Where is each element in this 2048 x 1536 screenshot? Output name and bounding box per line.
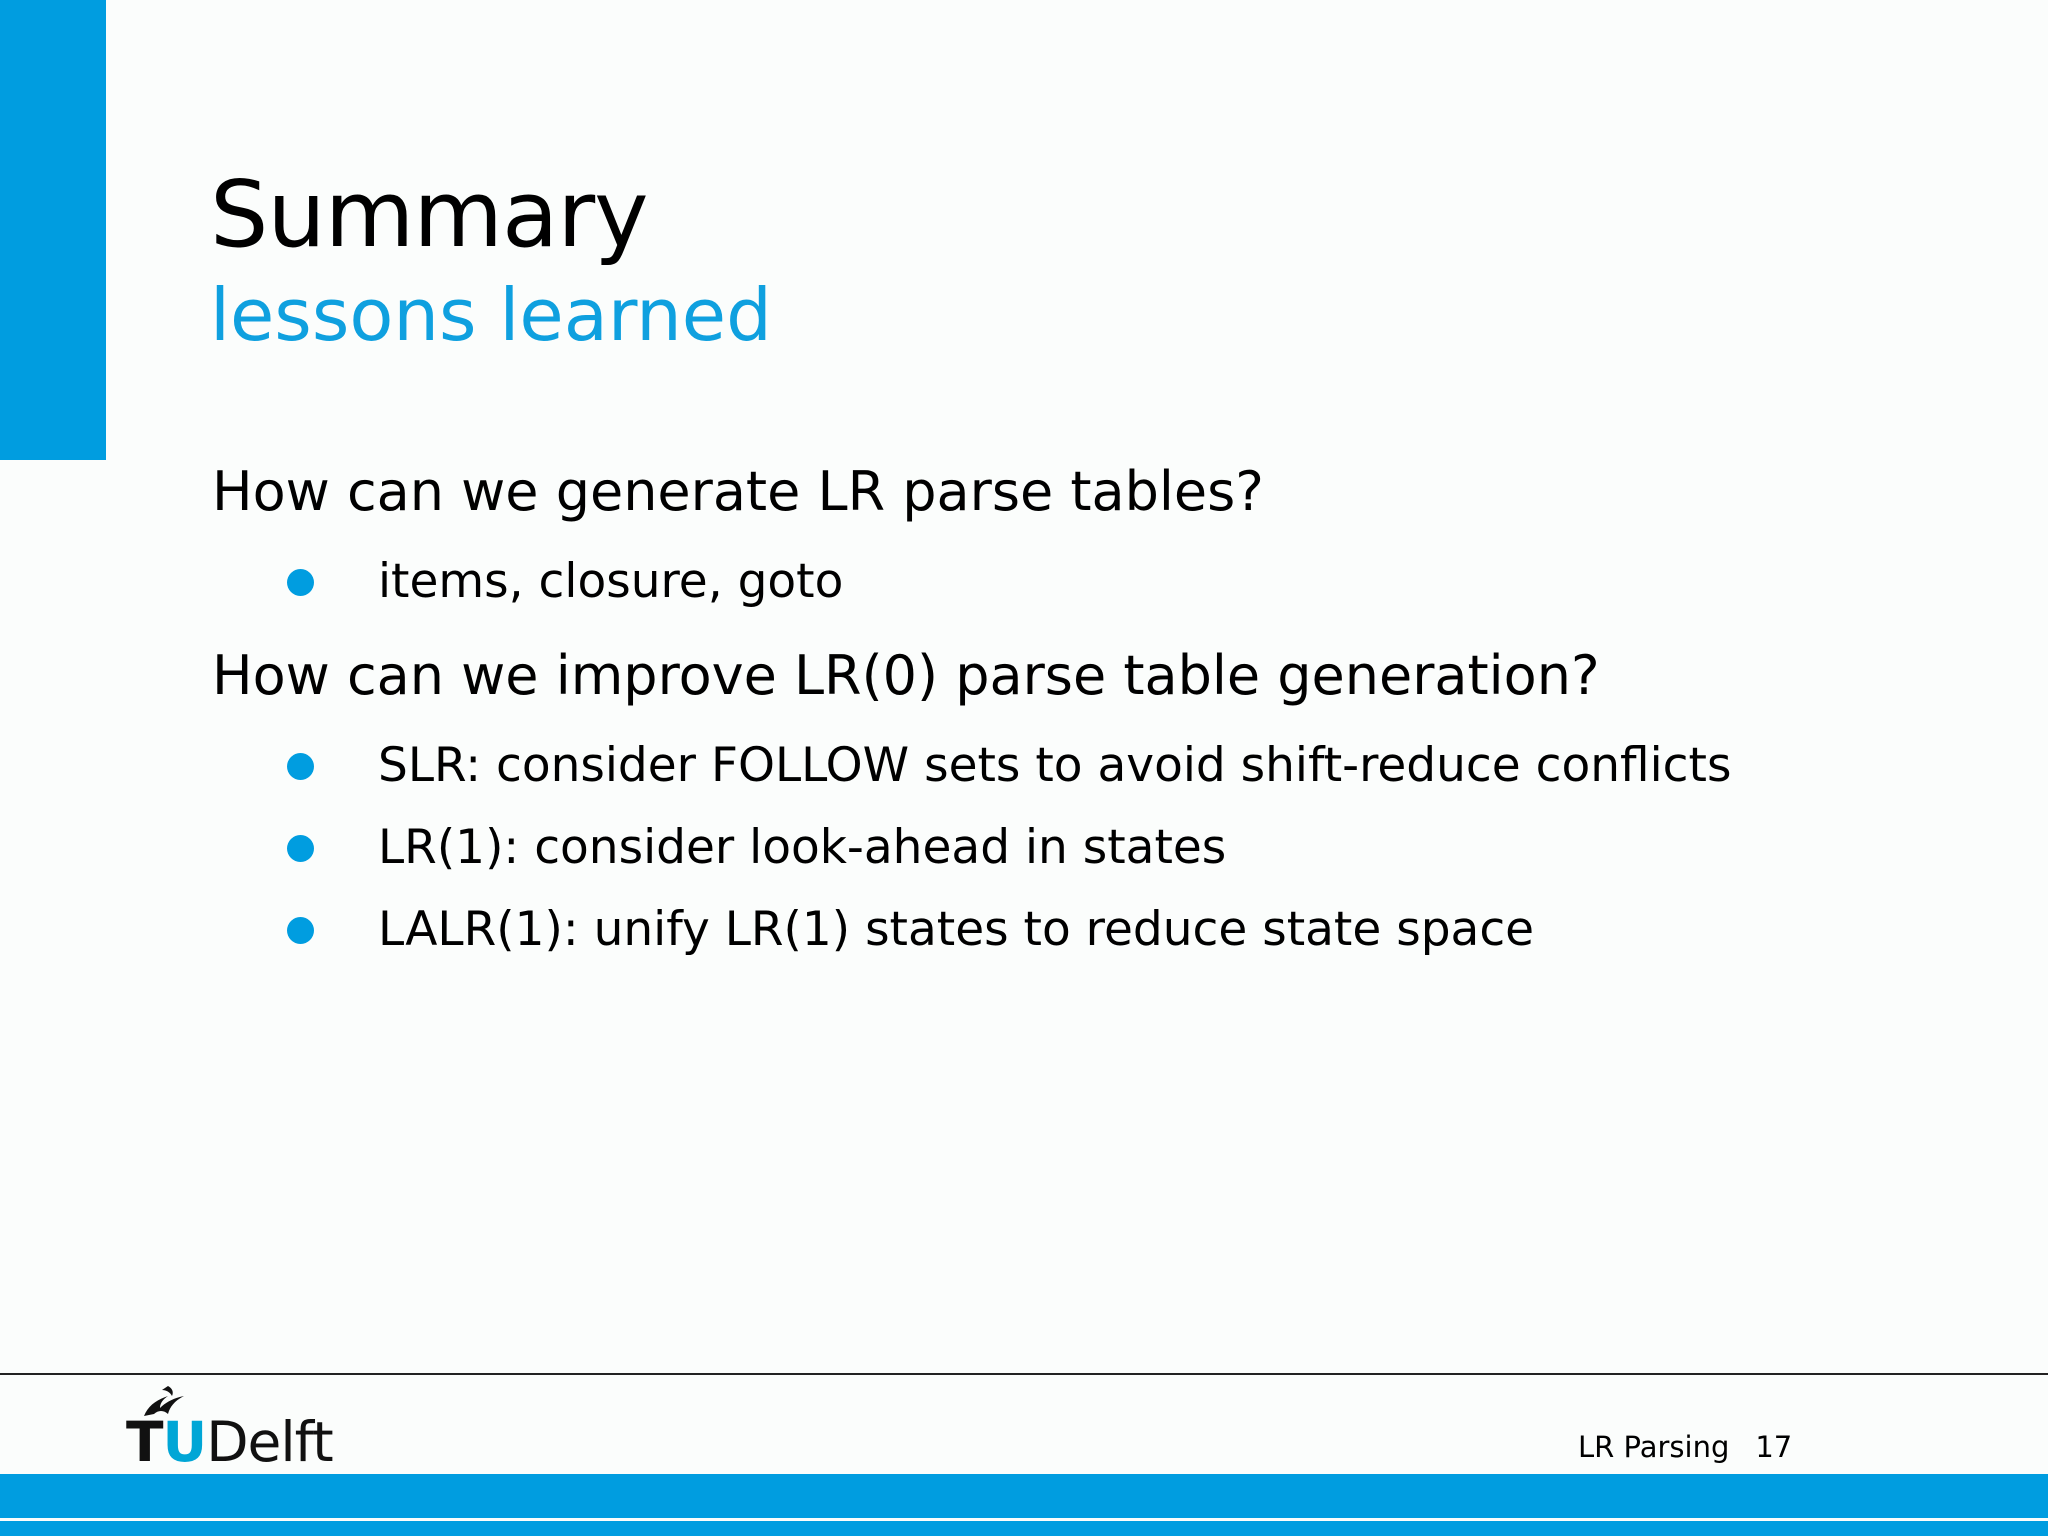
- footer-meta: [1578, 1427, 1792, 1467]
- bullet-list-1: [212, 541, 1862, 623]
- slide-title: Summary: [210, 161, 648, 268]
- bullet-dot-icon: [287, 753, 314, 780]
- logo-wordmark: TUDelft: [126, 1410, 333, 1474]
- list-item: [212, 725, 1862, 807]
- bullet-text: LR(1): consider look-ahead in states: [378, 820, 1227, 875]
- list-item: [212, 541, 1862, 623]
- footer-divider: [0, 1373, 2048, 1375]
- slide-subtitle: lessons learned: [210, 273, 772, 357]
- bullet-dot-icon: [287, 917, 314, 944]
- bullet-text: LALR(1): unify LR(1) states to reduce state space: [378, 902, 1535, 957]
- list-item: [212, 889, 1862, 971]
- bullet-dot-icon: [287, 569, 314, 596]
- accent-bar: [0, 0, 106, 460]
- bullet-list-2: [212, 725, 1862, 971]
- bullet-dot-icon: [287, 835, 314, 862]
- footer-band: [0, 1474, 2048, 1518]
- bullet-text: SLR: consider FOLLOW sets to avoid shift-reduce conflicts: [378, 738, 1732, 793]
- bullet-text: items, closure, goto: [378, 554, 844, 609]
- tu-delft-logo: [126, 1382, 346, 1472]
- slide-content: [212, 455, 1862, 987]
- page-number: 17: [1755, 1430, 1793, 1464]
- question-1: How can we generate LR parse tables?: [212, 460, 1264, 523]
- footer-bottom-line: [0, 1521, 2048, 1536]
- list-item: [212, 807, 1862, 889]
- course-title: LR Parsing: [1578, 1430, 1730, 1464]
- question-2: How can we improve LR(0) parse table generation?: [212, 644, 1600, 707]
